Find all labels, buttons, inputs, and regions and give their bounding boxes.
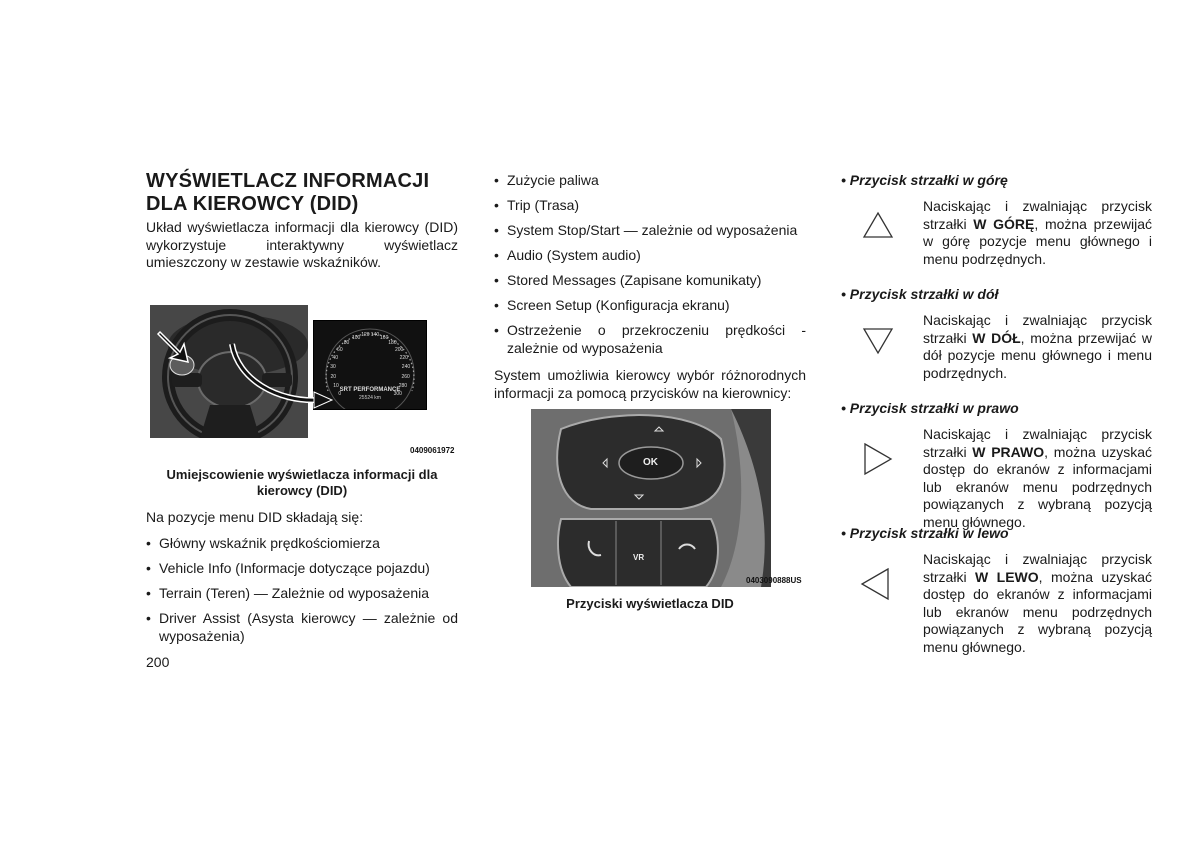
down-desc-post: , można przewijać w dół pozycje menu głównego i menu podrzędnych. xyxy=(923,329,1153,381)
pointer-arrow-icon xyxy=(156,328,192,364)
figure2-caption: Przyciski wyświetlacza DID xyxy=(566,596,734,611)
figure2-code: 0403090888US xyxy=(746,576,802,585)
list-item: • Zużycie paliwa xyxy=(494,172,806,190)
left-desc-pre: Naciskając i zwalniając przycisk strzałki xyxy=(923,551,1152,585)
speed-tick-label: 100 xyxy=(351,334,361,341)
speed-tick-label: 40 xyxy=(332,354,338,361)
list-item: • Terrain (Teren) — Zależnie od wyposażenia xyxy=(146,585,458,603)
screen-odometer: 25524 km xyxy=(359,395,381,401)
figure1-caption-line1: Umiejscowienie wyświetlacza informacji dla xyxy=(166,467,438,482)
list-item: • System Stop/Start — zależnie od wyposażenia xyxy=(494,222,806,240)
page-number: 200 xyxy=(146,654,170,670)
speed-tick-label: 140 xyxy=(370,332,380,339)
down-button-heading-text: Przycisk strzałki w dół xyxy=(849,286,999,302)
right-button-heading-text: Przycisk strzałki w prawo xyxy=(849,400,1019,416)
arrow-right-icon xyxy=(863,442,893,476)
curved-arrow-icon xyxy=(228,340,338,410)
list-item: • Audio (System audio) xyxy=(494,247,806,265)
list-item: • Stored Messages (Zapisane komunikaty) xyxy=(494,272,806,290)
arrow-left-icon xyxy=(860,567,890,601)
section-title-line1: WYŚWIETLACZ INFORMACJI xyxy=(146,170,430,192)
speed-tick-label: 60 xyxy=(337,346,343,353)
right-desc-pre: Naciskając i zwalniając przycisk strzałki xyxy=(923,426,1152,460)
up-desc-post: , można przewijać w górę pozycje menu głównego i menu podrzędnych. xyxy=(923,215,1152,267)
up-button-desc xyxy=(923,198,1152,268)
left-button-heading: • Przycisk strzałki w lewo xyxy=(841,525,1009,541)
down-desc-bold: W DÓŁ xyxy=(972,329,1021,346)
down-button-heading: • Przycisk strzałki w dół xyxy=(841,286,999,302)
column-left xyxy=(146,170,458,272)
section-title xyxy=(146,170,458,216)
speed-tick-label: 20 xyxy=(330,373,337,380)
up-desc-pre: Naciskając i zwalniając przycisk strzałki xyxy=(923,198,1152,232)
speed-tick-label: 160 xyxy=(380,334,389,341)
figure1-caption xyxy=(146,467,458,499)
down-button-desc xyxy=(923,312,1152,382)
list-item: • Główny wskaźnik prędkościomierza xyxy=(146,535,458,553)
speed-tick-label: 180 xyxy=(388,339,397,346)
speed-tick-label: 200 xyxy=(394,346,404,353)
left-desc-post: , można uzyskać dostęp do ekranów z informacjami lub ekranów menu podrzędnych powiązanych z wybraną pozycją menu głównego. xyxy=(923,568,1152,655)
speed-tick-label: 120 xyxy=(361,332,370,339)
right-desc-bold: W PRAWO xyxy=(972,443,1045,460)
right-desc-post: , można uzyskać dostęp do ekranów z informacjami lub ekranów menu podrzędnych powiązanych z wybraną pozycją menu głównego. xyxy=(923,443,1153,530)
list-item: • Screen Setup (Konfiguracja ekranu) xyxy=(494,297,806,315)
figure1-code: 0409061972 xyxy=(410,446,455,455)
list-item: • Trip (Trasa) xyxy=(494,197,806,215)
list-item: • Driver Assist (Asysta kierowcy — zależnie od wyposażenia) xyxy=(146,610,458,645)
system-text: System umożliwia kierowcy wybór różnorodnych informacji za pomocą przycisków na kierownicy: xyxy=(494,367,806,401)
up-desc-bold: W GÓRĘ xyxy=(973,215,1035,232)
list-item: • Vehicle Info (Informacje dotyczące pojazdu) xyxy=(146,560,458,578)
section-title-line2: DLA KIEROWCY (DID) xyxy=(146,193,359,215)
up-button-heading-text: Przycisk strzałki w górę xyxy=(849,172,1008,188)
speed-tick-label: 30 xyxy=(330,364,336,371)
speed-tick-label: 220 xyxy=(399,354,408,361)
menu-list-right xyxy=(494,172,806,365)
did-buttons-illustration xyxy=(531,409,771,587)
speed-tick-label: 80 xyxy=(343,339,350,346)
right-button-desc xyxy=(923,426,1152,531)
did-buttons-photo xyxy=(531,409,771,587)
arrow-up-icon xyxy=(862,211,894,239)
menu-intro: Na pozycje menu DID składają się: xyxy=(146,509,364,525)
arrow-down-icon xyxy=(862,327,894,355)
figure1-caption-line2: kierowcy (DID) xyxy=(256,483,348,498)
screen-label: SRT PERFORMANCE xyxy=(339,387,401,393)
speed-tick-label: 280 xyxy=(398,383,408,390)
left-button-heading-text: Przycisk strzałki w lewo xyxy=(849,525,1009,541)
speed-tick-label: 0 xyxy=(338,391,342,398)
speed-tick-label: 300 xyxy=(393,391,402,398)
ok-label: OK xyxy=(643,457,658,468)
vr-label: VR xyxy=(633,553,645,562)
down-desc-pre: Naciskając i zwalniając przycisk strzałki xyxy=(923,312,1152,346)
left-desc-bold: W LEWO xyxy=(975,568,1039,585)
up-button-heading: • Przycisk strzałki w górę xyxy=(841,172,1008,188)
list-item: • Ostrzeżenie o przekroczeniu prędkości - zależnie od wyposażenia xyxy=(494,322,806,357)
right-button-heading: • Przycisk strzałki w prawo xyxy=(841,400,1019,416)
speed-tick-label: 10 xyxy=(333,383,339,390)
speed-tick-label: 240 xyxy=(401,364,411,371)
section-intro: Układ wyświetlacza informacji dla kierowcy (DID) wykorzystuje interaktywny wyświetlacz umieszczony w zestawie wskaźników. xyxy=(146,219,458,270)
menu-list-left xyxy=(146,535,458,653)
speed-tick-label: 260 xyxy=(401,373,410,380)
left-button-desc xyxy=(923,551,1152,656)
